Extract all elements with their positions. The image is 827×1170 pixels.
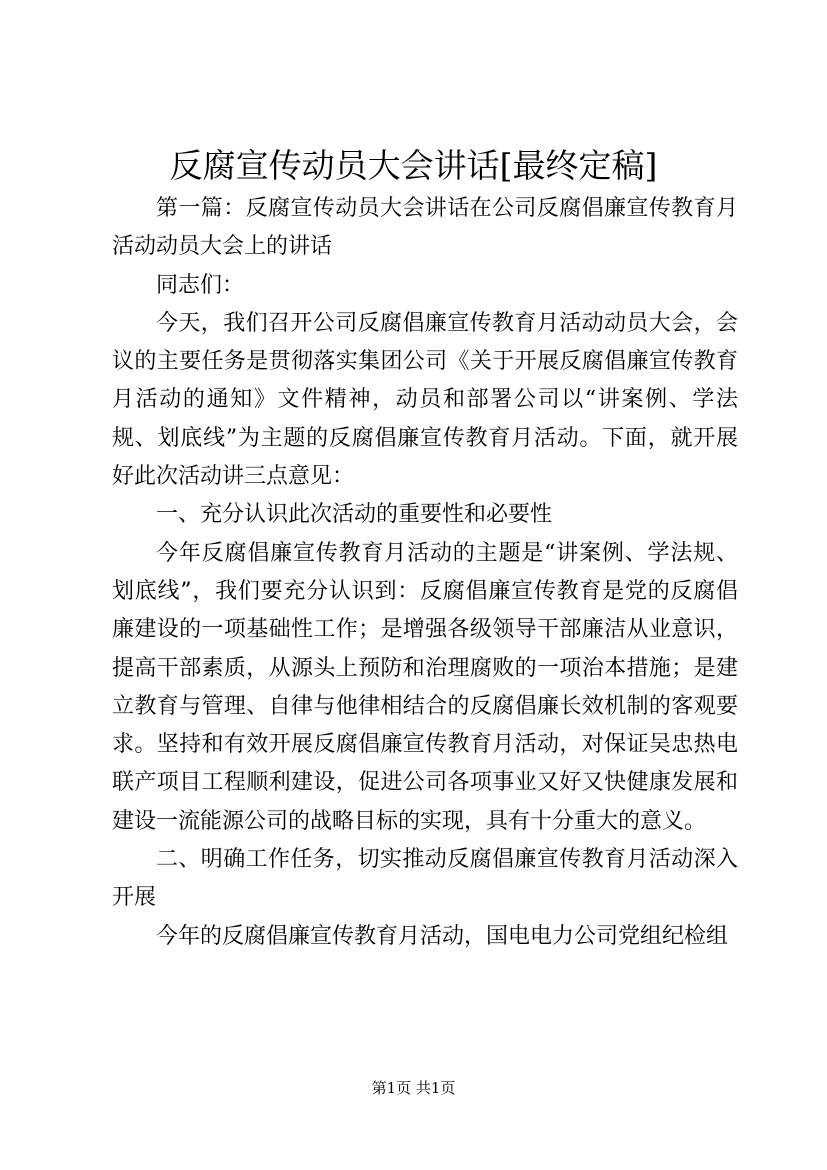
page-footer: 第1页 共1页 (371, 1079, 456, 1097)
paragraph-point-one-heading: 一、充分认识此次活动的重要性和必要性 (156, 502, 553, 528)
document-body (112, 190, 738, 956)
paragraph-section-heading: 第一篇：反腐宣传动员大会讲话在公司反腐倡廉宣传教育月活动动员大会上的讲话 (112, 196, 738, 260)
paragraph-salutation: 同志们： (156, 272, 245, 298)
paragraph-point-two-heading: 二、明确工作任务，切实推动反腐倡廉宣传教育月活动深入开展 (112, 847, 738, 911)
paragraph-point-two-body: 今年的反腐倡廉宣传教育月活动，国电电力公司党组纪检组 (156, 923, 729, 949)
paragraph-point-one-body: 今年反腐倡廉宣传教育月活动的主题是“讲案例、学法规、划底线”，我们要充分认识到：反腐倡廉宣传教育是党的反腐倡廉建设的一项基础性工作；是增强各级领导干部廉洁从业意识，提高干部素质，从源头上预防和治理腐败的一项治本措施；是建立教育与管理、自律与他律相结合的反腐倡廉长效机制的客观要求。坚持和有效开展反腐倡廉宣传教育月活动，对保证吴忠热电联产项目工程顺利建设，促进公司各项事业又好又快健康发展和建设一流能源公司的战略目标的实现，具有十分重大的意义。 (112, 540, 738, 834)
document-title: 反腐宣传动员大会讲话[最终定稿] (169, 146, 658, 185)
paragraph-intro: 今天，我们召开公司反腐倡廉宣传教育月活动动员大会，会议的主要任务是贯彻落实集团公司《关于开展反腐倡廉宣传教育月活动的通知》文件精神，动员和部署公司以“讲案例、学法规、划底线”为主题的反腐倡廉宣传教育月活动。下面，就开展好此次活动讲三点意见： (112, 310, 738, 490)
